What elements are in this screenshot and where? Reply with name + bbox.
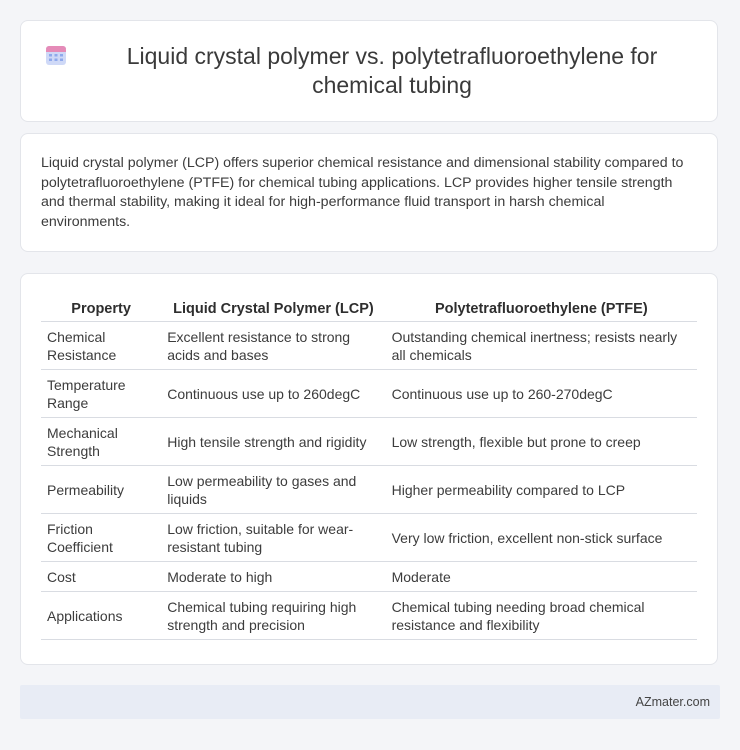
- summary-text: Liquid crystal polymer (LCP) offers superior chemical resistance and dimensional stability compared to polytetrafluoroethylene (PTFE) for chemical tubing applications. LCP provides higher tensile strength and thermal stability, making it ideal for high-performance fluid transport in harsh chemical environments.: [41, 155, 684, 230]
- row-lcp-value: Moderate to high: [161, 562, 385, 592]
- table-row: [41, 562, 697, 592]
- row-lcp-value: Low permeability to gases and liquids: [161, 466, 385, 514]
- comparison-table-card: [20, 273, 718, 665]
- row-lcp-value: Low friction, suitable for wear-resistant tubing: [161, 514, 385, 562]
- row-ptfe-value: Higher permeability compared to LCP: [386, 466, 697, 514]
- row-ptfe-value: Moderate: [386, 562, 697, 592]
- table-row: [41, 418, 697, 466]
- table-header-row: [41, 294, 697, 322]
- page-title: Liquid crystal polymer vs. polytetrafluoroethylene for chemical tubing: [126, 43, 658, 98]
- header-property: Property: [41, 294, 161, 322]
- footer-bar: [20, 685, 720, 719]
- title-card: [20, 20, 718, 122]
- row-lcp-value: High tensile strength and rigidity: [161, 418, 385, 466]
- header-ptfe: Polytetrafluoroethylene (PTFE): [386, 294, 697, 322]
- row-property: Cost: [41, 562, 161, 592]
- header-lcp: Liquid Crystal Polymer (LCP): [161, 294, 385, 322]
- table-row: [41, 370, 697, 418]
- row-property: Friction Coefficient: [41, 514, 161, 562]
- summary-card: [20, 133, 718, 252]
- row-ptfe-value: Low strength, flexible but prone to creep: [386, 418, 697, 466]
- footer-brand-link[interactable]: AZmater.com: [635, 695, 710, 709]
- row-lcp-value: Continuous use up to 260degC: [161, 370, 385, 418]
- row-lcp-value: Chemical tubing requiring high strength and precision: [161, 592, 385, 640]
- row-ptfe-value: Outstanding chemical inertness; resists nearly all chemicals: [386, 322, 697, 370]
- table-row: [41, 592, 697, 640]
- row-property: Permeability: [41, 466, 161, 514]
- table-row: [41, 322, 697, 370]
- row-ptfe-value: Continuous use up to 260-270degC: [386, 370, 697, 418]
- row-property: Temperature Range: [41, 370, 161, 418]
- row-lcp-value: Excellent resistance to strong acids and bases: [161, 322, 385, 370]
- row-property: Chemical Resistance: [41, 322, 161, 370]
- row-ptfe-value: Chemical tubing needing broad chemical resistance and flexibility: [386, 592, 697, 640]
- row-property: Mechanical Strength: [41, 418, 161, 466]
- row-ptfe-value: Very low friction, excellent non-stick surface: [386, 514, 697, 562]
- comparison-table: [41, 294, 697, 640]
- table-row: [41, 514, 697, 562]
- row-property: Applications: [41, 592, 161, 640]
- table-row: [41, 466, 697, 514]
- title-wrap: [49, 42, 689, 100]
- calendar-icon: [43, 42, 69, 68]
